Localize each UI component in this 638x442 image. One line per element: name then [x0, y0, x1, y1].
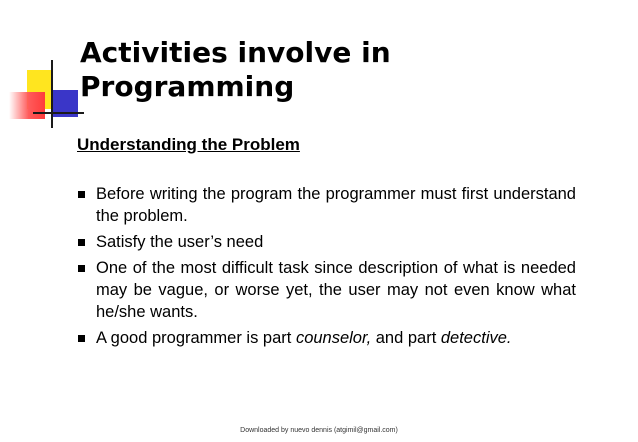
bullet-text-part: and part [371, 329, 441, 347]
bullet-text-part: A good programmer is part [96, 329, 296, 347]
bullet-item [78, 327, 576, 349]
bullet-text-italic: counselor, [295, 329, 372, 347]
slide-title-line-2: Programming [80, 70, 295, 103]
bullet-text: Before writing the program the programmer must first understand the problem. [96, 185, 576, 225]
logo-horizontal-line [33, 112, 84, 114]
footer-credit: Downloaded by nuevo dennis (atgimil@gmail.com) [240, 427, 398, 434]
bullet-text-italic: detective. [440, 329, 512, 347]
slide-title-line-1: Activities involve in [80, 36, 391, 69]
section-heading: Understanding the Problem [77, 135, 300, 154]
bullet-text: Satisfy the user’s need [96, 233, 264, 251]
logo-vertical-line [51, 60, 53, 128]
logo-red-block [9, 92, 45, 119]
bullet-item [78, 183, 576, 227]
bullet-item [78, 257, 576, 323]
square-bullet-icon [78, 239, 85, 246]
square-bullet-icon [78, 335, 85, 342]
square-bullet-icon [78, 265, 85, 272]
square-bullet-icon [78, 191, 85, 198]
bullet-list [78, 183, 576, 353]
slide-title [80, 36, 580, 104]
bullet-item [78, 231, 576, 253]
bullet-text: One of the most difficult task since description of what is needed may be vague, or worse yet, the user may not even know what he/she wants. [96, 259, 576, 321]
